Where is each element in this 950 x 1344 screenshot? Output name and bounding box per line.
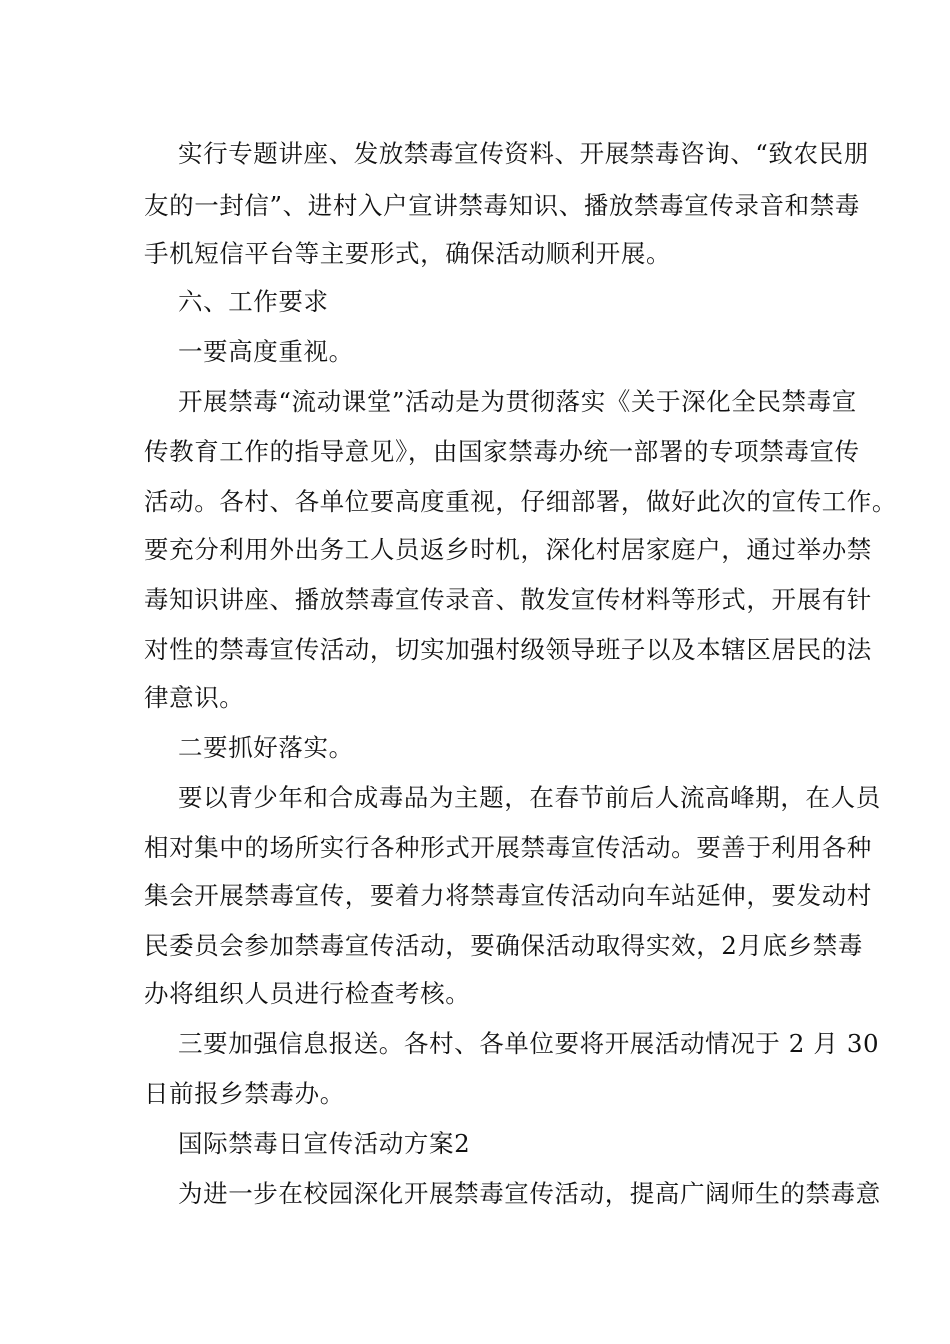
paragraph-line: 日前报乡禁毒办。 bbox=[144, 1079, 345, 1108]
paragraph-line: 相对集中的场所实行各种形式开展禁毒宣传活动。要善于利用各种 bbox=[144, 833, 872, 862]
paragraph-line: 要以青少年和合成毒品为主题，在春节前后人流高峰期，在人员 bbox=[178, 783, 881, 812]
paragraph-line: 为进一步在校园深化开展禁毒宣传活动，提高广阔师生的禁毒意 bbox=[178, 1179, 881, 1208]
paragraph-line: 毒知识讲座、播放禁毒宣传录音、散发宣传材料等形式，开展有针 bbox=[144, 585, 872, 614]
document-title: 国际禁毒日宣传活动方案2 bbox=[178, 1129, 471, 1158]
subsection-heading: 一要高度重视。 bbox=[178, 337, 354, 366]
paragraph-line: 开展禁毒“流动课堂”活动是为贯彻落实《关于深化全民禁毒宣 bbox=[178, 387, 857, 416]
paragraph-line: 对性的禁毒宣传活动，切实加强村级领导班子以及本辖区居民的法 bbox=[144, 635, 872, 664]
paragraph-line: 民委员会参加禁毒宣传活动，要确保活动取得实效，2月底乡禁毒 bbox=[144, 931, 863, 960]
paragraph-line: 集会开展禁毒宣传，要着力将禁毒宣传活动向车站延伸，要发动村 bbox=[144, 881, 872, 910]
paragraph-line: 活动。各村、各单位要高度重视，仔细部署，做好此次的宣传工作。 bbox=[144, 487, 897, 516]
paragraph-line: 手机短信平台等主要形式，确保活动顺利开展。 bbox=[144, 239, 672, 268]
paragraph-line: 传教育工作的指导意见》，由国家禁毒办统一部署的专项禁毒宣传 bbox=[144, 437, 860, 466]
paragraph-line: 友的一封信”、进村入户宣讲禁毒知识、播放禁毒宣传录音和禁毒 bbox=[144, 191, 860, 220]
section-heading: 六、工作要求 bbox=[178, 287, 329, 316]
paragraph-line: 要充分利用外出务工人员返乡时机，深化村居家庭户，通过举办禁 bbox=[144, 535, 872, 564]
paragraph-line: 办将组织人员进行检查考核。 bbox=[144, 979, 471, 1008]
subsection-heading: 二要抓好落实。 bbox=[178, 733, 354, 762]
paragraph-line: 律意识。 bbox=[144, 683, 245, 712]
paragraph-line: 实行专题讲座、发放禁毒宣传资料、开展禁毒咨询、“致农民朋 bbox=[178, 139, 869, 168]
paragraph-line: 三要加强信息报送。各村、各单位要将开展活动情况于 2 月 30 bbox=[178, 1029, 880, 1058]
